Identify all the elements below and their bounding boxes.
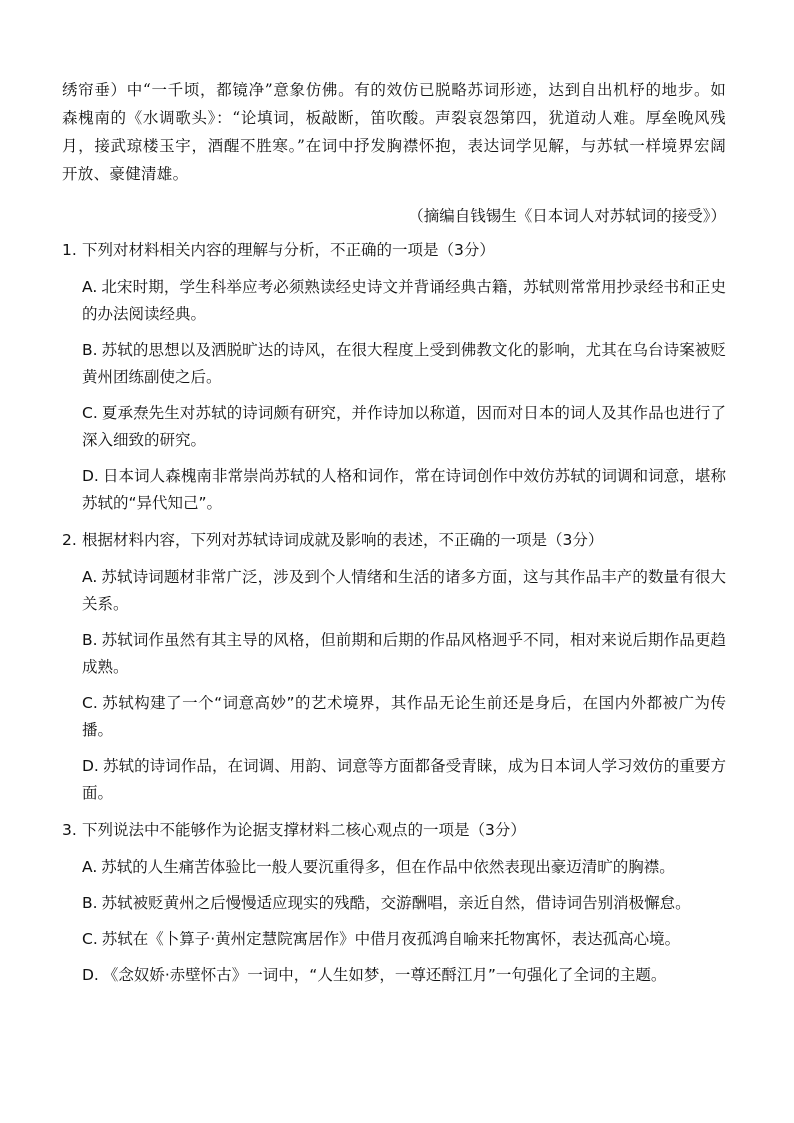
passage-source: （摘编自钱锡生《日本词人对苏轼词的接受》） [408, 207, 726, 225]
option-letter: D. [82, 467, 99, 485]
option-b [82, 627, 726, 681]
option-c [82, 400, 726, 454]
option-d [82, 753, 726, 807]
passage-text: 绣帘垂）中“一千顷，都镜净”意象仿佛。有的效仿已脱略苏词形迹，达到自出机杼的地步。如森槐南的《水调歌头》：“论填词，板敲断，笛吹酸。声裂哀怨第四，犹道动人难。厚垒晚风残月，接武琼楼玉宇，酒醒不胜寒。”在词中抒发胸襟怀抱，表达词学见解，与苏轼一样境界宏阔开放、豪健清雄。 [62, 81, 726, 183]
option-letter: C. [82, 404, 98, 422]
question-1 [62, 236, 726, 517]
option-letter: B. [82, 341, 98, 359]
option-text: 苏轼的诗词作品，在词调、用韵、词意等方面都备受青睐，成为日本词人学习效仿的重要方面。 [82, 757, 726, 802]
option-letter: B. [82, 894, 98, 912]
option-text: 《念奴娇·赤壁怀古》一词中，“人生如梦，一尊还酹江月”一句强化了全词的主题。 [102, 966, 667, 984]
question-number: 2. [62, 531, 77, 549]
question-stem [62, 816, 726, 844]
question-text: 下列说法中不能够作为论据支撑材料二核心观点的一项是（3分） [82, 821, 526, 839]
question-2 [62, 526, 726, 807]
option-text: 苏轼的人生痛苦体验比一般人要沉重得多，但在作品中依然表现出豪迈清旷的胸襟。 [101, 858, 675, 876]
option-a [82, 854, 726, 881]
question-3 [62, 816, 726, 989]
option-c [82, 926, 726, 953]
option-letter: D. [82, 966, 99, 984]
question-number: 3. [62, 821, 77, 839]
question-text: 下列对材料相关内容的理解与分析，不正确的一项是（3分） [82, 241, 495, 259]
question-text: 根据材料内容，下列对苏轼诗词成就及影响的表述，不正确的一项是（3分） [82, 531, 604, 549]
question-stem [62, 526, 726, 554]
option-text: 北宋时期，学生科举应考必须熟读经史诗文并背诵经典古籍，苏轼则常常用抄录经书和正史的办法阅读经典。 [82, 278, 726, 323]
option-a [82, 274, 726, 328]
option-letter: A. [82, 858, 98, 876]
question-number: 1. [62, 241, 77, 259]
option-text: 苏轼在《卜算子·黄州定慧院寓居作》中借月夜孤鸿自喻来托物寓怀，表达孤高心境。 [101, 930, 681, 948]
option-b [82, 337, 726, 391]
option-b [82, 890, 726, 917]
option-d [82, 463, 726, 517]
option-d [82, 962, 726, 989]
option-letter: C. [82, 930, 98, 948]
option-text: 苏轼诗词题材非常广泛，涉及到个人情绪和生活的诸多方面，这与其作品丰产的数量有很大关系。 [82, 568, 726, 613]
option-text: 苏轼的思想以及洒脱旷达的诗风，在很大程度上受到佛教文化的影响，尤其在乌台诗案被贬黄州团练副使之后。 [82, 341, 726, 386]
option-c [82, 690, 726, 744]
option-text: 夏承焘先生对苏轼的诗词颇有研究，并作诗加以称道，因而对日本的词人及其作品也进行了深入细致的研究。 [82, 404, 726, 449]
option-text: 苏轼构建了一个“词意高妙”的艺术境界，其作品无论生前还是身后，在国内外都被广为传播。 [82, 694, 726, 739]
option-text: 苏轼被贬黄州之后慢慢适应现实的残酷，交游酬唱，亲近自然，借诗词告别消极懈怠。 [101, 894, 691, 912]
option-a [82, 564, 726, 618]
option-letter: C. [82, 694, 98, 712]
option-letter: A. [82, 278, 98, 296]
option-text: 苏轼词作虽然有其主导的风格，但前期和后期的作品风格迥乎不同，相对来说后期作品更趋成熟。 [82, 631, 726, 676]
option-letter: B. [82, 631, 98, 649]
option-letter: A. [82, 568, 98, 586]
option-text: 日本词人森槐南非常崇尚苏轼的人格和词作，常在诗词创作中效仿苏轼的词调和词意，堪称苏轼的“异代知己”。 [82, 467, 726, 512]
option-letter: D. [82, 757, 99, 775]
question-stem [62, 236, 726, 264]
